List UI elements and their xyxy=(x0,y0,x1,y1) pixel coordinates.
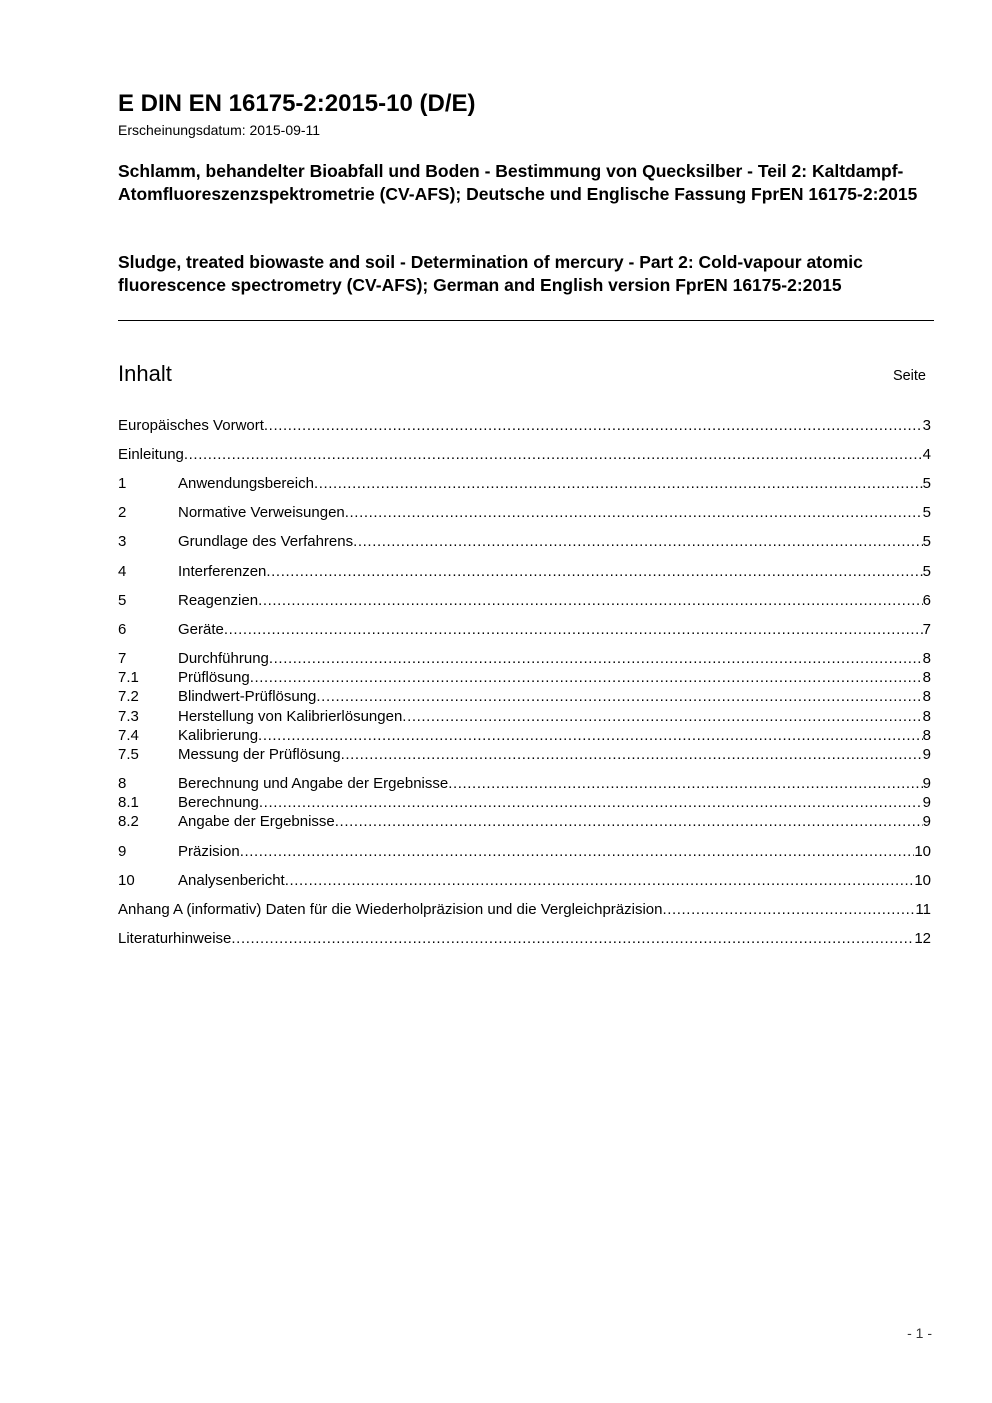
toc-entry[interactable] xyxy=(118,503,931,523)
toc-entry-page: 8 xyxy=(922,727,931,744)
toc-entry-label: Angabe der Ergebnisse xyxy=(178,813,335,830)
toc-dot-leader xyxy=(264,416,923,436)
toc-entry[interactable] xyxy=(118,929,931,949)
toc-entry-page: 11 xyxy=(915,901,931,918)
toc-entry[interactable] xyxy=(118,842,931,862)
toc-entry-number: 8 xyxy=(118,775,127,792)
toc-dot-leader xyxy=(662,900,915,920)
toc-entry-number: 2 xyxy=(118,504,127,521)
toc-dot-leader xyxy=(259,793,923,813)
toc-entry[interactable] xyxy=(118,707,931,727)
toc-dot-leader xyxy=(402,707,922,727)
toc-page-column-label: Seite xyxy=(892,368,926,384)
toc-entry-label: Normative Verweisungen xyxy=(178,504,345,521)
toc-entry[interactable] xyxy=(118,562,931,582)
toc-entry-label: Einleitung xyxy=(118,446,184,463)
toc-entry-number: 7.2 xyxy=(118,688,139,705)
toc-dot-leader xyxy=(314,474,923,494)
toc-entry-label: Durchführung xyxy=(178,650,269,667)
toc-entry-page: 8 xyxy=(922,708,931,725)
toc-entry-number: 6 xyxy=(118,621,127,638)
document-id: E DIN EN 16175-2:2015-10 (D/E) xyxy=(118,90,476,117)
toc-entry[interactable] xyxy=(118,900,931,920)
toc-dot-leader xyxy=(231,929,914,949)
toc-entry-page: 9 xyxy=(922,746,931,763)
toc-entry[interactable] xyxy=(118,649,931,669)
toc-entry[interactable] xyxy=(118,620,931,640)
toc-entry-page: 5 xyxy=(922,563,931,580)
toc-entry-page: 9 xyxy=(922,813,931,830)
toc-entry-label: Herstellung von Kalibrierlösungen xyxy=(178,708,403,725)
toc-entry-page: 10 xyxy=(914,872,931,889)
toc-entry-label: Berechnung xyxy=(178,794,259,811)
toc-entry[interactable] xyxy=(118,532,931,552)
toc-entry-page: 4 xyxy=(922,446,931,463)
toc-entry-label: Prüflösung xyxy=(178,669,250,686)
title-german: Schlamm, behandelter Bioabfall und Boden - Bestimmung von Quecksilber - Teil 2: Kaltdampf-Atomfluoreszenzspektrometrie (CV-AFS); Deutsche und Englische Fassung FprEN 16175-2:2015 xyxy=(118,161,918,204)
toc-dot-leader xyxy=(285,871,915,891)
toc-entry-label: Grundlage des Verfahrens xyxy=(178,533,354,550)
toc-entry-page: 8 xyxy=(922,669,931,686)
toc-entry[interactable] xyxy=(118,416,931,436)
toc-entry-page: 8 xyxy=(922,688,931,705)
toc-heading: Inhalt xyxy=(118,361,172,386)
toc-entry[interactable] xyxy=(118,474,931,494)
toc-entry-page: 3 xyxy=(922,417,931,434)
toc-dot-leader xyxy=(316,687,922,707)
toc-entry[interactable] xyxy=(118,726,931,746)
toc-dot-leader xyxy=(184,445,923,465)
toc-entry-number: 7.4 xyxy=(118,727,139,744)
toc-entry-label: Europäisches Vorwort xyxy=(118,417,264,434)
toc-entry-number: 4 xyxy=(118,563,127,580)
toc-entry[interactable] xyxy=(118,745,931,765)
toc-entry-page: 5 xyxy=(922,533,931,550)
toc-entry[interactable] xyxy=(118,687,931,707)
toc-entry-label: Anwendungsbereich xyxy=(178,475,314,492)
toc-dot-leader xyxy=(240,842,915,862)
toc-entry-number: 3 xyxy=(118,533,127,550)
toc-entry-number: 7 xyxy=(118,650,127,667)
toc-entry-number: 1 xyxy=(118,475,127,492)
toc-entry-label: Reagenzien xyxy=(178,592,259,609)
toc-dot-leader xyxy=(269,649,923,669)
toc-entry-label: Messung der Prüflösung xyxy=(178,746,341,763)
toc-entry-number: 10 xyxy=(118,872,135,889)
toc-entry-page: 9 xyxy=(922,794,931,811)
toc-entry[interactable] xyxy=(118,793,931,813)
toc-dot-leader xyxy=(224,620,923,640)
toc-entry-page: 9 xyxy=(922,775,931,792)
toc-entry-label: Anhang A (informativ) Daten für die Wiederholpräzision und die Vergleichpräzision xyxy=(118,901,663,918)
toc-entry-label: Präzision xyxy=(178,843,240,860)
toc-entry-number: 7.3 xyxy=(118,708,139,725)
toc-dot-leader xyxy=(258,726,923,746)
toc-dot-leader xyxy=(353,532,923,552)
toc-entry-page: 8 xyxy=(922,650,931,667)
toc-entry-label: Geräte xyxy=(178,621,224,638)
toc-entry-label: Analysenbericht xyxy=(178,872,285,889)
toc-entry[interactable] xyxy=(118,871,931,891)
page-number: - 1 - xyxy=(907,1325,932,1341)
toc-entry-label: Berechnung und Angabe der Ergebnisse xyxy=(178,775,449,792)
toc-entry-number: 7.5 xyxy=(118,746,139,763)
toc-entry-page: 10 xyxy=(914,843,931,860)
toc-entry[interactable] xyxy=(118,774,931,794)
toc-dot-leader xyxy=(341,745,923,765)
toc-entry[interactable] xyxy=(118,445,931,465)
toc-entry-page: 7 xyxy=(922,621,931,638)
toc-entry-label: Interferenzen xyxy=(178,563,267,580)
toc-dot-leader xyxy=(250,668,923,688)
toc-dot-leader xyxy=(266,562,922,582)
toc-entry-page: 12 xyxy=(914,930,931,947)
toc-entry-number: 5 xyxy=(118,592,127,609)
toc-entry[interactable] xyxy=(118,812,931,832)
toc-entry[interactable] xyxy=(118,668,931,688)
toc-entry-label: Literaturhinweise xyxy=(118,930,232,947)
toc-entry-page: 5 xyxy=(922,504,931,521)
header-divider xyxy=(118,320,934,321)
toc-entry-label: Blindwert-Prüflösung xyxy=(178,688,317,705)
toc-entry-page: 5 xyxy=(922,475,931,492)
toc-dot-leader xyxy=(258,591,923,611)
title-english: Sludge, treated biowaste and soil - Determination of mercury - Part 2: Cold-vapour atomic fluorescence spectrometry (CV-AFS); German and English version FprEN 16175-2:2015 xyxy=(118,252,863,295)
toc-entry-number: 7.1 xyxy=(118,669,139,686)
toc-entry-number: 8.1 xyxy=(118,794,139,811)
toc-dot-leader xyxy=(345,503,923,523)
toc-entry-number: 9 xyxy=(118,843,127,860)
toc-entry[interactable] xyxy=(118,591,931,611)
toc-dot-leader xyxy=(335,812,923,832)
toc-dot-leader xyxy=(448,774,922,794)
toc-entry-label: Kalibrierung xyxy=(178,727,259,744)
toc-entry-page: 6 xyxy=(922,592,931,609)
toc-entry-number: 8.2 xyxy=(118,813,139,830)
issue-date: Erscheinungsdatum: 2015-09-11 xyxy=(118,122,321,138)
